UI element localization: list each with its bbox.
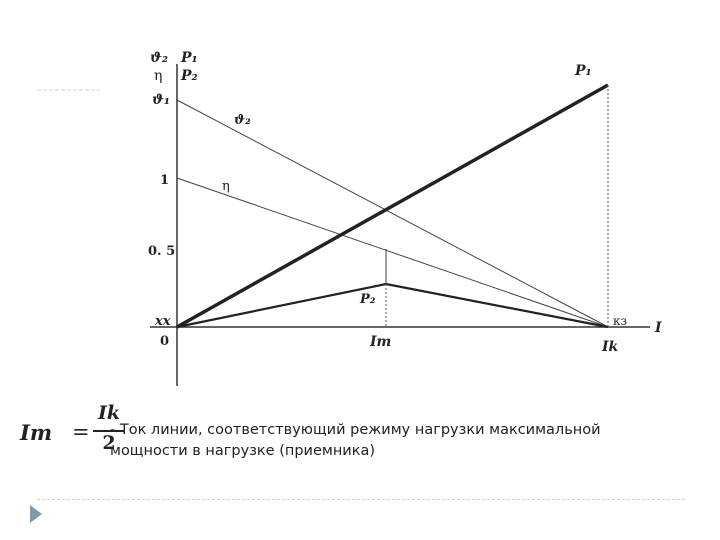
tick-label-im: Im bbox=[370, 334, 392, 350]
formula-denominator: 2 bbox=[102, 432, 116, 454]
axis-label-theta1: ϑ₁ bbox=[152, 92, 171, 108]
curve-label-p1: P₁ bbox=[575, 63, 592, 79]
theta2-line bbox=[177, 100, 608, 327]
axis-label-p2: P₂ bbox=[181, 68, 198, 84]
formula-lhs: Im bbox=[20, 420, 53, 445]
bottom-separator bbox=[37, 499, 685, 500]
axis-label-eta: η bbox=[154, 68, 163, 84]
tick-label-one: 1 bbox=[160, 173, 170, 188]
curve-label-p2: P₂ bbox=[360, 292, 376, 307]
eta-line bbox=[177, 178, 608, 327]
axis-label-p1: P₁ bbox=[181, 50, 198, 66]
tick-label-ik: Ik bbox=[602, 339, 619, 355]
curve-label-eta: η bbox=[222, 179, 230, 194]
im-formula bbox=[20, 402, 120, 462]
tick-label-xx: xx bbox=[155, 314, 171, 329]
formula-description: - Ток линии, соответствующий режиму нагрузки максимальной мощности в нагрузке (приемника) bbox=[110, 422, 601, 459]
label-kz: кз bbox=[613, 314, 628, 328]
formula-equals: = bbox=[72, 420, 90, 444]
axis-label-theta2: ϑ₂ bbox=[150, 50, 169, 66]
axis-label-current: I bbox=[655, 320, 662, 336]
bullet-arrow-icon bbox=[30, 505, 42, 523]
tick-label-half: 0. 5 bbox=[148, 244, 176, 259]
formula-numerator: Ik bbox=[97, 402, 121, 424]
tick-label-zero: 0 bbox=[160, 334, 170, 349]
curve-label-theta2: ϑ₂ bbox=[234, 113, 251, 128]
